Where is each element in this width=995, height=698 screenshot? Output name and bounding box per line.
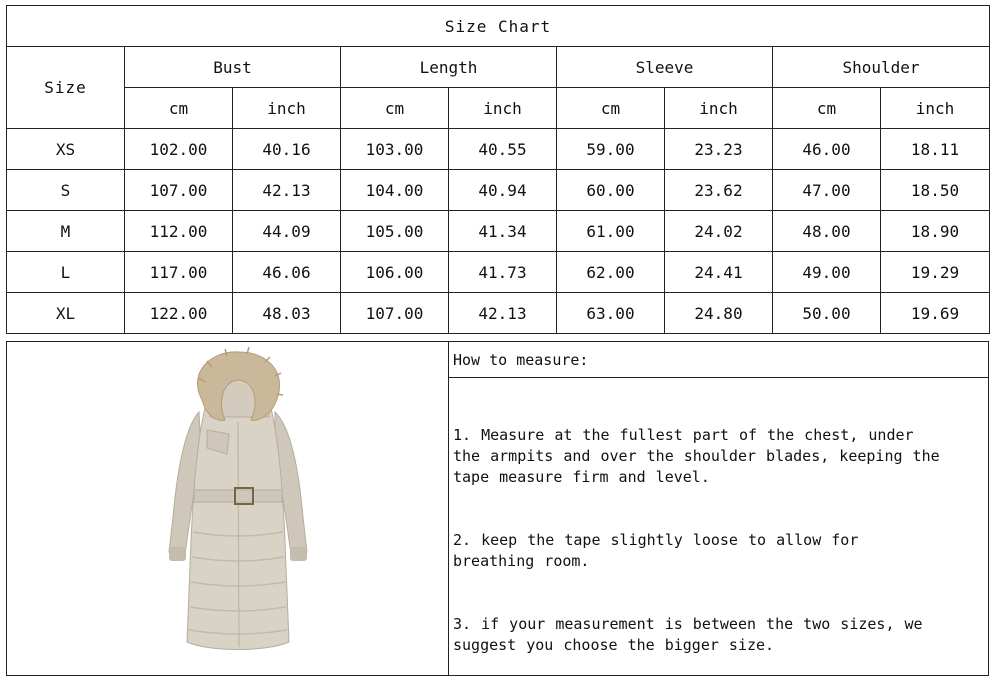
unit-header: inch: [665, 88, 773, 129]
how-to-measure-heading: How to measure:: [449, 342, 988, 378]
length-header: Length: [341, 47, 557, 88]
size-label: XL: [7, 293, 125, 334]
table-cell: 62.00: [557, 252, 665, 293]
table-cell: 102.00: [125, 129, 233, 170]
table-row: [7, 129, 990, 170]
size-label: L: [7, 252, 125, 293]
shoulder-header: Shoulder: [773, 47, 990, 88]
table-cell: 41.34: [449, 211, 557, 252]
table-row: [7, 170, 990, 211]
measure-guide-panel: [6, 341, 989, 676]
unit-header: inch: [881, 88, 990, 129]
table-cell: 107.00: [125, 170, 233, 211]
unit-header: cm: [773, 88, 881, 129]
table-cell: 46.06: [233, 252, 341, 293]
table-cell: 24.02: [665, 211, 773, 252]
table-row: [7, 252, 990, 293]
table-cell: 48.03: [233, 293, 341, 334]
table-cell: 122.00: [125, 293, 233, 334]
table-cell: 49.00: [773, 252, 881, 293]
size-label: S: [7, 170, 125, 211]
table-cell: 112.00: [125, 211, 233, 252]
table-cell: 117.00: [125, 252, 233, 293]
table-cell: 46.00: [773, 129, 881, 170]
bust-header: Bust: [125, 47, 341, 88]
measure-steps: [453, 383, 985, 698]
table-cell: 23.23: [665, 129, 773, 170]
size-chart-table: [6, 5, 990, 334]
size-column-header: Size: [7, 47, 125, 129]
size-label: XS: [7, 129, 125, 170]
table-cell: 61.00: [557, 211, 665, 252]
table-cell: 48.00: [773, 211, 881, 252]
table-cell: 42.13: [449, 293, 557, 334]
table-cell: 47.00: [773, 170, 881, 211]
table-cell: 23.62: [665, 170, 773, 211]
sleeve-header: Sleeve: [557, 47, 773, 88]
table-cell: 40.16: [233, 129, 341, 170]
unit-header: cm: [557, 88, 665, 129]
size-label: M: [7, 211, 125, 252]
table-cell: 18.50: [881, 170, 990, 211]
table-cell: 103.00: [341, 129, 449, 170]
measure-step: 2. keep the tape slightly loose to allow for breathing room.: [453, 531, 859, 570]
table-cell: 105.00: [341, 211, 449, 252]
table-cell: 18.90: [881, 211, 990, 252]
product-image-panel: [7, 342, 449, 675]
table-cell: 104.00: [341, 170, 449, 211]
unit-header: inch: [233, 88, 341, 129]
table-cell: 40.55: [449, 129, 557, 170]
unit-header: cm: [341, 88, 449, 129]
chart-title: Size Chart: [7, 6, 990, 47]
table-cell: 24.41: [665, 252, 773, 293]
table-cell: 50.00: [773, 293, 881, 334]
unit-row: [7, 88, 990, 129]
table-cell: 107.00: [341, 293, 449, 334]
table-cell: 19.29: [881, 252, 990, 293]
measure-step: 1. Measure at the fullest part of the chest, under the armpits and over the shoulder blades, keeping the tape measure firm and level.: [453, 426, 940, 486]
table-cell: 18.11: [881, 129, 990, 170]
table-cell: 41.73: [449, 252, 557, 293]
table-row: [7, 293, 990, 334]
table-cell: 60.00: [557, 170, 665, 211]
how-to-measure-panel: [449, 342, 988, 675]
table-row: [7, 211, 990, 252]
table-cell: 106.00: [341, 252, 449, 293]
table-cell: 40.94: [449, 170, 557, 211]
unit-header: cm: [125, 88, 233, 129]
table-cell: 63.00: [557, 293, 665, 334]
table-cell: 42.13: [233, 170, 341, 211]
table-cell: 24.80: [665, 293, 773, 334]
table-cell: 59.00: [557, 129, 665, 170]
unit-header: inch: [449, 88, 557, 129]
table-cell: 19.69: [881, 293, 990, 334]
long-hooded-puffer-coat-icon: [7, 342, 448, 675]
measure-step: 3. if your measurement is between the two sizes, we suggest you choose the bigger size.: [453, 615, 923, 654]
table-cell: 44.09: [233, 211, 341, 252]
